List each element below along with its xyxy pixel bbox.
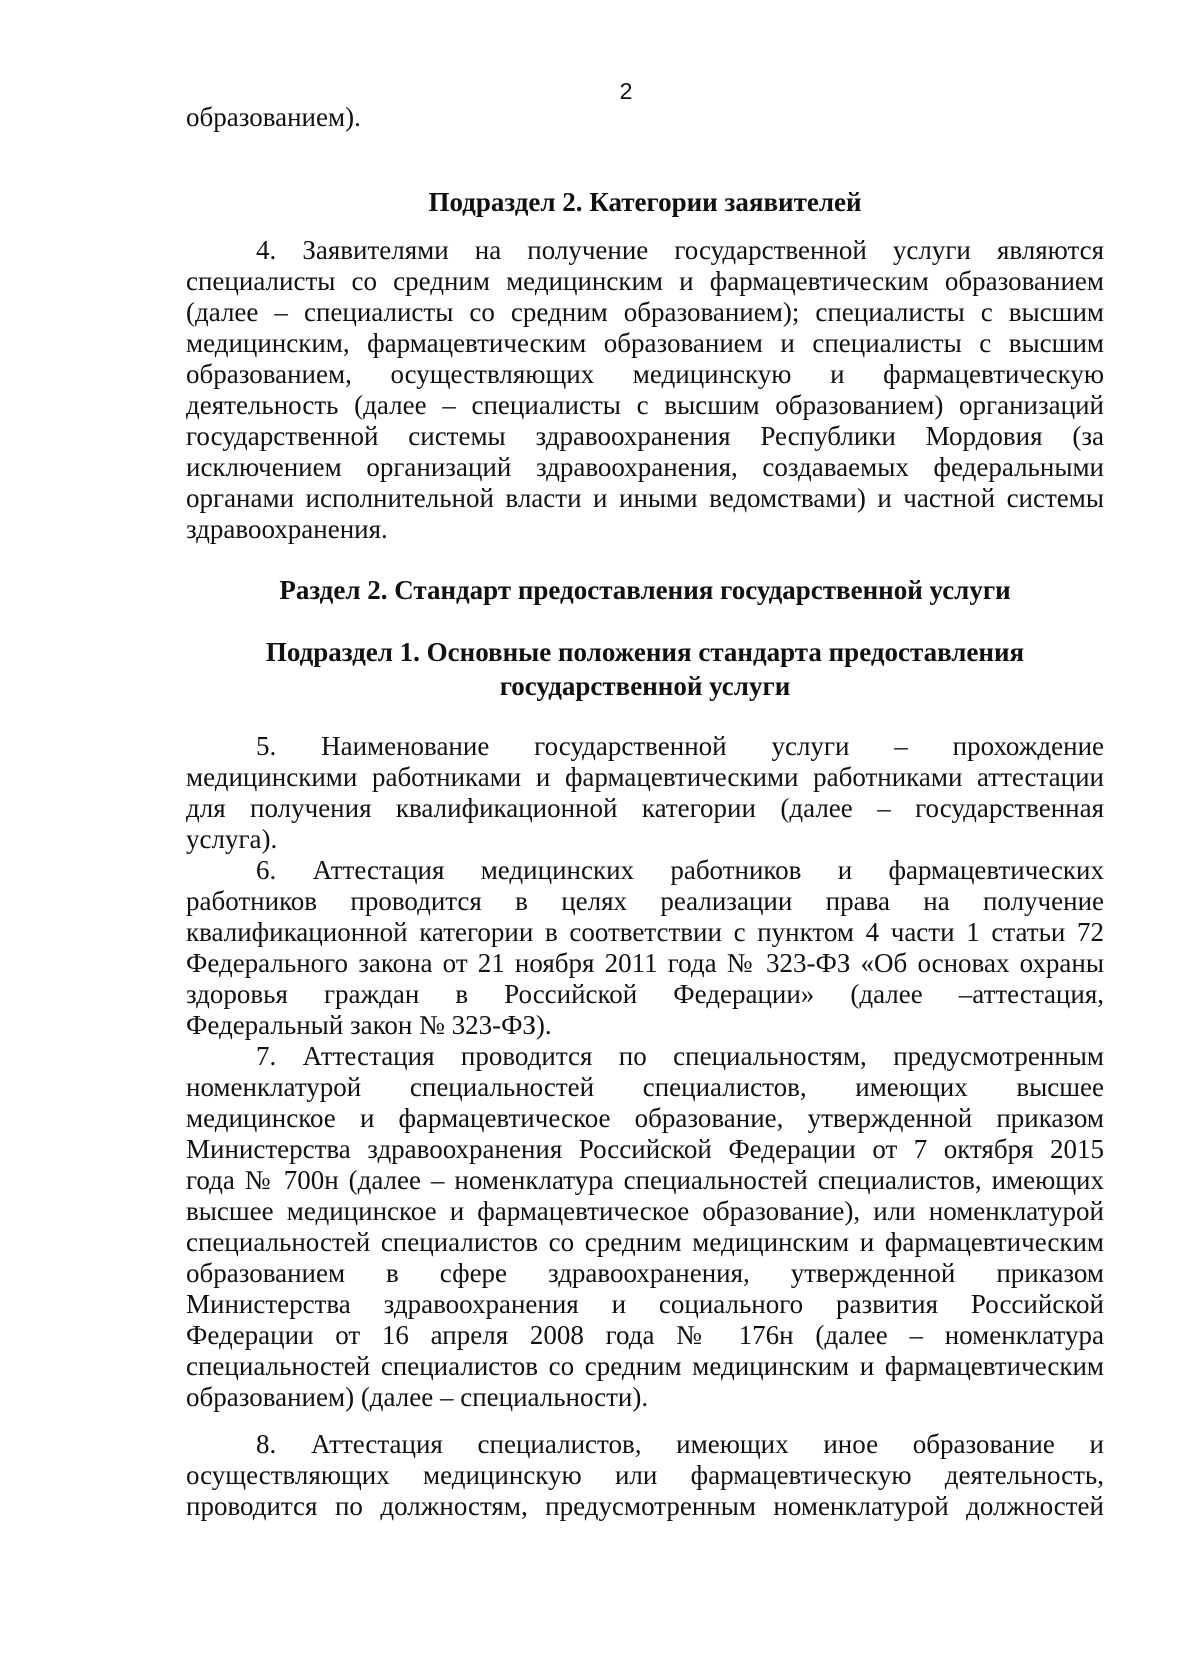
- p8-line: проводится по должностям, предусмотренным номенклатурой должностей: [186, 1491, 1104, 1521]
- p4-line: 4. Заявителями на получение государственной услуги являются: [256, 235, 1104, 265]
- p7-line: образованием) (далее – специальности).: [186, 1382, 649, 1412]
- p4-line: исключением организаций здравоохранения, создаваемых федеральными: [186, 452, 1104, 482]
- p4-line: здравоохранения.: [186, 514, 388, 544]
- p5-line: 5. Наименование государственной услуги – прохождение: [256, 731, 1104, 761]
- paragraph-7: [186, 1041, 1104, 1413]
- p4-line: деятельность (далее – специалисты с высшим образованием) организаций: [186, 390, 1104, 420]
- page-number: 2: [619, 78, 633, 104]
- p6-line: работников проводится в целях реализации права на получение: [186, 886, 1104, 916]
- p6-line: Федерального закона от 21 ноября 2011 года № 323-ФЗ «Об основах охраны: [186, 948, 1104, 978]
- top-fragment: образованием).: [186, 102, 361, 132]
- p7-line: специальностей специалистов со средним медицинским и фармацевтическим: [186, 1351, 1104, 1381]
- p8-line: осуществляющих медицинскую или фармацевтическую деятельность,: [186, 1460, 1104, 1490]
- p7-line: образованием в сфере здравоохранения, утвержденной приказом: [186, 1258, 1104, 1288]
- p5-line: услуга).: [186, 824, 278, 854]
- p7-line: высшее медицинское и фармацевтическое образование), или номенклатурой: [186, 1196, 1104, 1226]
- p7-line: номенклатурой специальностей специалистов, имеющих высшее: [186, 1072, 1104, 1102]
- subsection-2-heading: Подраздел 2. Категории заявителей: [428, 187, 862, 217]
- p7-line: Федерации от 16 апреля 2008 года № 176н (далее – номенклатура: [186, 1320, 1104, 1350]
- p4-line: образованием, осуществляющих медицинскую и фармацевтическую: [186, 359, 1104, 389]
- subsection-1-heading-line1: Подраздел 1. Основные положения стандарта предоставления: [265, 637, 1025, 667]
- p5-line: для получения квалификационной категории (далее – государственная: [186, 793, 1104, 823]
- subsection-1-heading-line2: государственной услуги: [499, 671, 791, 701]
- document-body: [186, 102, 1104, 1522]
- p4-line: (далее – специалисты со средним образованием); специалисты с высшим: [186, 297, 1104, 327]
- p7-line: специальностей специалистов со средним медицинским и фармацевтическим: [186, 1227, 1104, 1257]
- p6-line: квалификационной категории в соответствии с пунктом 4 части 1 статьи 72: [186, 917, 1104, 947]
- p4-line: медицинским, фармацевтическим образованием и специалисты с высшим: [186, 328, 1104, 358]
- p6-line: Федеральный закон № 323-ФЗ).: [186, 1010, 552, 1040]
- paragraph-8: [186, 1429, 1104, 1522]
- paragraph-4: [186, 235, 1104, 545]
- p7-line: 7. Аттестация проводится по специальностям, предусмотренным: [256, 1041, 1104, 1071]
- p4-line: государственной системы здравоохранения Республики Мордовия (за: [186, 421, 1104, 451]
- paragraph-5: [186, 731, 1104, 855]
- p8-line: 8. Аттестация специалистов, имеющих иное образование и: [256, 1429, 1104, 1459]
- paragraph-6: [186, 855, 1104, 1041]
- p4-line: специалисты со средним медицинским и фармацевтическим образованием: [186, 266, 1104, 296]
- p6-line: здоровья граждан в Российской Федерации» (далее –аттестация,: [186, 979, 1104, 1009]
- p7-line: Министерства здравоохранения Российской Федерации от 7 октября 2015: [186, 1134, 1104, 1164]
- section-2-heading: Раздел 2. Стандарт предоставления государственной услуги: [279, 575, 1011, 605]
- p7-line: года № 700н (далее – номенклатура специальностей специалистов, имеющих: [186, 1165, 1104, 1195]
- p7-line: Министерства здравоохранения и социального развития Российской: [186, 1289, 1104, 1319]
- p5-line: медицинскими работниками и фармацевтическими работниками аттестации: [186, 762, 1104, 792]
- p7-line: медицинское и фармацевтическое образование, утвержденной приказом: [186, 1103, 1104, 1133]
- p4-line: органами исполнительной власти и иными ведомствами) и частной системы: [186, 483, 1104, 513]
- p6-line: 6. Аттестация медицинских работников и фармацевтических: [256, 855, 1104, 885]
